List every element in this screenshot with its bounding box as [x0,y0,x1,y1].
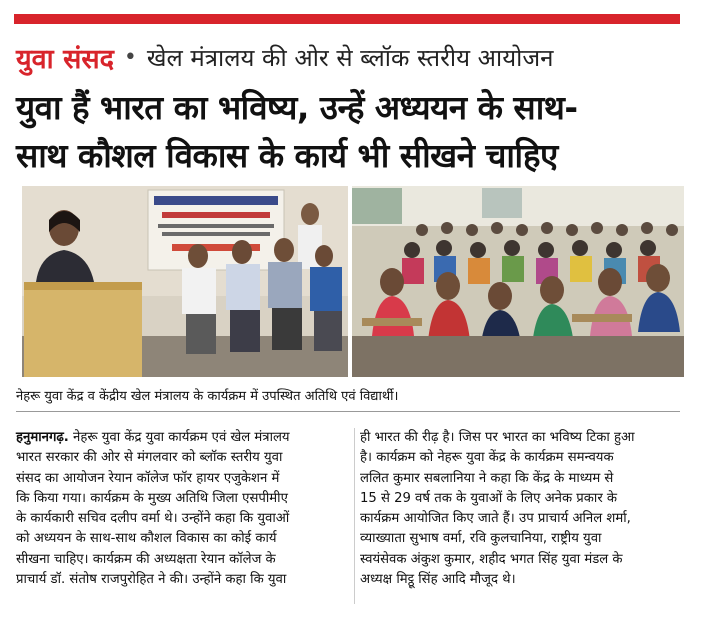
article-line [16,428,350,448]
article-line: प्राचार्य डॉ. संतोष राजपुरोहित ने की। उन्होंने कहा कि युवा [16,572,287,588]
kicker-bullet: • [123,44,137,70]
article-line: भारत सरकार की ओर से मंगलवार को ब्लॉक स्तरीय युवा [16,450,283,466]
article-line: व्याख्याता सुभाष वर्मा, रवि कुलचानिया, राष्ट्रीय युवा [360,531,602,547]
headline [16,84,686,180]
article-line: स्वयंसेवक अंकुश कुमार, शहीद भगत सिंह युवा मंडल के [360,551,623,567]
headline-line-2: साथ कौशल विकास के कार्य भी सीखने चाहिए [16,136,558,175]
column-divider [354,428,355,604]
article-line: 15 से 29 वर्ष तक के युवाओं के लिए अनेक प्रकार के [360,490,618,506]
headline-line-1: युवा हैं भारत का भविष्य, उन्हें अध्ययन के साथ- [16,88,578,127]
photo-students [352,186,684,377]
article-line: संसद का आयोजन रेयान कॉलेज फॉर हायर एजुकेशन में [16,470,280,486]
article-line: है। कार्यक्रम को नेहरू युवा केंद्र के कार्यक्रम समन्वयक [360,450,614,466]
article-line: ललित कुमार सबलानिया ने कहा कि केंद्र के माध्यम से [360,470,614,486]
article-line: ही भारत की रीढ़ है। जिस पर भारत का भविष्य टिका हुआ [360,430,635,445]
article-line: कार्यक्रम आयोजित किए जाते हैं। उप प्राचार्य अनिल शर्मा, [360,511,631,527]
kicker [16,40,553,74]
dateline: हनुमानगढ़. [16,430,69,445]
photo-students-image [352,186,684,377]
article-line: को अध्ययन के साथ-साथ कौशल विकास का कोई कार्य [16,531,277,547]
kicker-subtitle: खेल मंत्रालय की ओर से ब्लॉक स्तरीय आयोजन [146,43,554,72]
article-column-right [360,428,682,590]
article-line-text: नेहरू युवा केंद्र युवा कार्यक्रम एवं खेल मंत्रालय [68,430,290,445]
section-label: युवा संसद [16,43,114,75]
article-line: अध्यक्ष मिट्ठू सिंह आदि मौजूद थे। [360,572,516,588]
top-accent-bar [14,14,680,24]
article-column-left [16,428,350,590]
article-line: के कार्यकारी सचिव दलीप वर्मा थे। उन्होंने कहा कि युवाओं [16,511,290,527]
caption-divider [16,411,680,412]
article-line: कि किया गया। कार्यक्रम के मुख्य अतिथि जिला एसपीमीए [16,490,288,506]
photo-caption: नेहरू युवा केंद्र व केंद्रीय खेल मंत्रालय के कार्यक्रम में उपस्थित अतिथि एवं विद्यार्थी। [16,389,399,404]
photo-guests [22,186,348,377]
article-line: सीखना चाहिए। कार्यक्रम की अध्यक्षता रेयान कॉलेज के [16,551,276,567]
photo-guests-image [22,186,348,377]
